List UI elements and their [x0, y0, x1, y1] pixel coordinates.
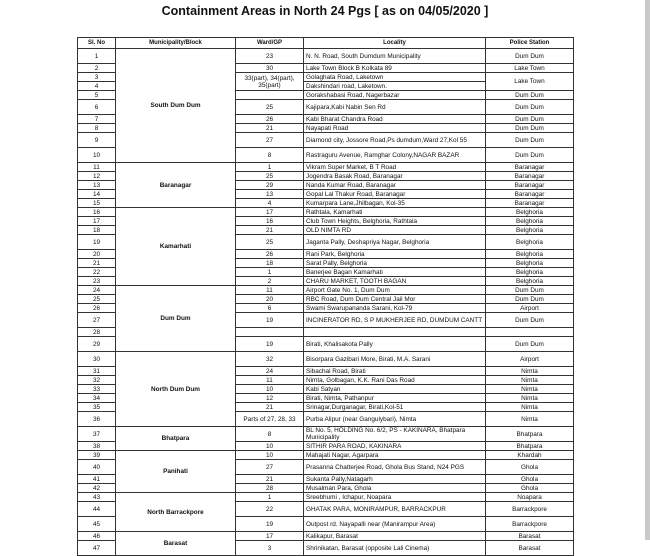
sl-no-cell: 12	[78, 172, 116, 181]
sl-no-cell: 15	[78, 199, 116, 208]
table-row	[78, 352, 574, 367]
sl-no-cell: 40	[78, 460, 116, 475]
locality-cell: Prasanna Chatterjee Road, Ghola Bus Stand, N24 PGS	[304, 460, 486, 475]
sl-no-cell: 31	[78, 367, 116, 376]
sl-no-cell: 7	[78, 115, 116, 124]
locality-cell: Kajipara,Kabi Nabin Sen Rd	[304, 100, 486, 115]
sl-no-cell: 44	[78, 502, 116, 517]
municipality-cell: Dum Dum	[116, 286, 236, 352]
police-station-cell: Dum Dum	[486, 313, 574, 328]
table-body	[78, 49, 574, 556]
ward-cell	[236, 73, 304, 91]
ward-cell: 19	[236, 517, 304, 532]
ward-cell: 23	[236, 49, 304, 64]
sl-no-cell: 45	[78, 517, 116, 532]
ward-cell: 21	[236, 226, 304, 235]
table-row	[78, 49, 574, 64]
locality-cell: Nayapati Road	[304, 124, 486, 133]
police-station-cell: Baranagar	[486, 181, 574, 190]
sl-no-cell: 34	[78, 394, 116, 403]
ward-line: 35(part)	[258, 81, 281, 89]
table-row	[78, 451, 574, 460]
sl-no-cell: 32	[78, 376, 116, 385]
sl-no-cell: 6	[78, 100, 116, 115]
sl-no-cell: 37	[78, 427, 116, 442]
sl-no-cell: 10	[78, 148, 116, 163]
containment-table	[77, 37, 574, 556]
police-station-cell: Ghola	[486, 475, 574, 484]
police-station-cell: Nimta	[486, 394, 574, 403]
locality-cell: Diamond city, Jossore Road,Ps dumdum,Ward 27,Kol 55	[304, 133, 486, 148]
police-station-cell: Dum Dum	[486, 100, 574, 115]
ward-cell: 8	[236, 427, 304, 442]
police-station-cell: Khardah	[486, 451, 574, 460]
ward-cell: 6	[236, 304, 304, 313]
municipality-cell: Panihati	[116, 451, 236, 493]
ward-cell: 19	[236, 313, 304, 328]
locality-cell: Kabi Bharat Chandra Road	[304, 115, 486, 124]
locality-cell: Birati, Khalisakota Pally	[304, 337, 486, 352]
sl-no-cell: 17	[78, 217, 116, 226]
ward-cell: 10	[236, 451, 304, 460]
page-edge-shadow	[645, 0, 650, 540]
ward-cell: 1	[236, 268, 304, 277]
sl-no-cell: 42	[78, 484, 116, 493]
locality-cell: Mahajati Nagar, Agarpara	[304, 451, 486, 460]
locality-cell: Banerjee Bagan Kamarhati	[304, 268, 486, 277]
police-station-cell: Barrackpore	[486, 502, 574, 517]
police-station-cell: Dum Dum	[486, 124, 574, 133]
police-station-cell: Dum Dum	[486, 91, 574, 100]
locality-cell: Club Town Heights, Belghoria, Rathtala	[304, 217, 486, 226]
police-station-cell: Nimta	[486, 385, 574, 394]
table-row	[78, 427, 574, 442]
locality-cell: Sibachal Road, Birati	[304, 367, 486, 376]
ward-cell: 21	[236, 475, 304, 484]
sl-no-cell: 43	[78, 493, 116, 502]
police-station-cell: Dum Dum	[486, 49, 574, 64]
ward-cell: 22	[236, 502, 304, 517]
header-municipality: Municipality/Block	[116, 38, 236, 49]
locality-cell: Rastraguru Avenue, Ramghar Colony,NAGAR BAZAR	[304, 148, 486, 163]
ward-cell: 21	[236, 403, 304, 412]
ward-cell: 1	[236, 493, 304, 502]
police-station-cell: Bhatpara	[486, 427, 574, 442]
ward-cell: 12	[236, 394, 304, 403]
sl-no-cell: 1	[78, 49, 116, 64]
ward-cell: 17	[236, 532, 304, 541]
locality-cell: Srinagar,Durganagar, Birati,Kol-51	[304, 403, 486, 412]
police-station-cell: Dum Dum	[486, 133, 574, 148]
ward-cell: 10	[236, 385, 304, 394]
police-station-cell: Dum Dum	[486, 295, 574, 304]
sl-no-cell: 28	[78, 328, 116, 337]
ward-cell: 19	[236, 337, 304, 352]
police-station-cell: Lake Town	[486, 73, 574, 91]
police-station-cell: Baranagar	[486, 163, 574, 172]
locality-cell: Kalikapur, Barasat	[304, 532, 486, 541]
municipality-cell: North Barrackpore	[116, 493, 236, 532]
ward-cell: 32	[236, 352, 304, 367]
ward-cell: 11	[236, 376, 304, 385]
sl-no-cell: 14	[78, 190, 116, 199]
locality-cell: SITHIR PARA ROAD, KAKINARA	[304, 442, 486, 451]
locality-cell: Jaganta Pally, Deshapriya Nagar, Belghoria	[304, 235, 486, 250]
police-station-cell: Ghola	[486, 460, 574, 475]
ward-cell: 16	[236, 217, 304, 226]
police-station-cell: Baranagar	[486, 199, 574, 208]
ward-cell: 28	[236, 484, 304, 493]
locality-cell: Jogendra Basak Road, Baranagar	[304, 172, 486, 181]
sl-no-cell: 20	[78, 250, 116, 259]
police-station-cell: Nimta	[486, 403, 574, 412]
table-row	[78, 532, 574, 541]
ward-cell: 4	[236, 199, 304, 208]
ward-cell: 3	[236, 541, 304, 556]
ward-cell: 21	[236, 124, 304, 133]
locality-cell: N. N. Road, South Dumdum Municipality	[304, 49, 486, 64]
sl-no-cell: 13	[78, 181, 116, 190]
locality-cell: Golaghata Road, Laketown	[304, 73, 486, 82]
ward-cell	[236, 328, 304, 337]
sl-no-cell: 33	[78, 385, 116, 394]
police-station-cell: Baranagar	[486, 172, 574, 181]
sl-no-cell: 2	[78, 64, 116, 73]
locality-cell: Outpost rd. Nayapalli near (Manirampur Area)	[304, 517, 486, 532]
sl-no-cell: 41	[78, 475, 116, 484]
locality-cell: Gorakshabasi Road, Nagerbazar	[304, 91, 486, 100]
sl-no-cell: 5	[78, 91, 116, 100]
locality-cell: Purba Alipur (near Gangulybari), Nimta	[304, 412, 486, 427]
locality-cell: Sukanta Pally,Natagarh	[304, 475, 486, 484]
municipality-cell: Baranagar	[116, 163, 236, 208]
ward-cell: 27	[236, 460, 304, 475]
ward-cell: 8	[236, 148, 304, 163]
police-station-cell: Barasat	[486, 532, 574, 541]
ward-cell: 26	[236, 250, 304, 259]
ward-cell: Parts of 27, 28, 33	[236, 412, 304, 427]
locality-cell	[304, 328, 486, 337]
locality-cell: OLD NIMTA RD	[304, 226, 486, 235]
locality-cell: BL No. 5, HOLDING No. 6/2, PS - KAKINARA, Bhatpara Municipality	[304, 427, 486, 442]
police-station-cell: Airport	[486, 352, 574, 367]
sl-no-cell: 18	[78, 226, 116, 235]
police-station-cell: Nimta	[486, 376, 574, 385]
sl-no-cell: 11	[78, 163, 116, 172]
locality-cell: Rathtala, Kamarhati	[304, 208, 486, 217]
police-station-cell: Lake Town	[486, 64, 574, 73]
sl-no-cell: 46	[78, 532, 116, 541]
ward-cell: 10	[236, 442, 304, 451]
police-station-cell: Barasat	[486, 541, 574, 556]
ward-cell: 18	[236, 259, 304, 268]
locality-cell: CHARU MARKET, TOOTH BAGAN	[304, 277, 486, 286]
locality-cell: Sreebhumi , Ichapur, Noapara	[304, 493, 486, 502]
ward-cell	[236, 91, 304, 100]
table-row	[78, 286, 574, 295]
sl-no-cell: 27	[78, 313, 116, 328]
municipality-cell: North Dum Dum	[116, 352, 236, 427]
police-station-cell: Barrackpore	[486, 517, 574, 532]
police-station-cell: Bhatpara	[486, 442, 574, 451]
ward-line: 33(part), 34(part),	[244, 74, 295, 82]
sl-no-cell: 9	[78, 133, 116, 148]
ward-cell: 1	[236, 163, 304, 172]
police-station-cell: Noapara	[486, 493, 574, 502]
police-station-cell: Airport	[486, 304, 574, 313]
locality-cell: Shrinikatan, Barasat (opposite Lali Cinema)	[304, 541, 486, 556]
ward-cell: 13	[236, 190, 304, 199]
sl-no-cell: 47	[78, 541, 116, 556]
locality-cell: Kabi Satyan	[304, 385, 486, 394]
municipality-cell: Kamarhati	[116, 208, 236, 286]
police-station-cell: Dum Dum	[486, 286, 574, 295]
locality-cell: RBC Road, Dum Dum Central Jail Mor	[304, 295, 486, 304]
locality-cell: Swami Swarupananda Sarani, Kol-79	[304, 304, 486, 313]
police-station-cell: Belghoria	[486, 217, 574, 226]
sl-no-cell: 23	[78, 277, 116, 286]
police-station-cell: Dum Dum	[486, 148, 574, 163]
sl-no-cell: 38	[78, 442, 116, 451]
sl-no-cell: 35	[78, 403, 116, 412]
police-station-cell: Belghoria	[486, 259, 574, 268]
ward-cell: 25	[236, 235, 304, 250]
table-row	[78, 493, 574, 502]
police-station-cell	[486, 328, 574, 337]
police-station-cell: Belghoria	[486, 250, 574, 259]
sl-no-cell: 19	[78, 235, 116, 250]
police-station-cell: Belghoria	[486, 235, 574, 250]
sl-no-cell: 26	[78, 304, 116, 313]
ward-cell: 17	[236, 208, 304, 217]
locality-cell: Birati, Nimta, Pathanpur	[304, 394, 486, 403]
locality-cell: Nimta, Golbagan, K.K. Rani Das Road	[304, 376, 486, 385]
ward-cell: 27	[236, 133, 304, 148]
sl-no-cell: 30	[78, 352, 116, 367]
police-station-cell: Nimta	[486, 367, 574, 376]
sl-no-cell: 22	[78, 268, 116, 277]
sl-no-cell: 8	[78, 124, 116, 133]
sl-no-cell: 25	[78, 295, 116, 304]
police-station-cell: Belghoria	[486, 208, 574, 217]
header-police-station: Police Station	[486, 38, 574, 49]
police-station-cell: Belghoria	[486, 277, 574, 286]
header-row	[78, 38, 574, 49]
ward-cell: 24	[236, 367, 304, 376]
header-ward: Ward/GP	[236, 38, 304, 49]
police-station-cell: Ghola	[486, 484, 574, 493]
sl-no-cell: 39	[78, 451, 116, 460]
ward-cell: 25	[236, 100, 304, 115]
police-station-cell: Belghoria	[486, 268, 574, 277]
table-row	[78, 208, 574, 217]
locality-cell: Vikram Super Market, B T Road	[304, 163, 486, 172]
sl-no-cell: 16	[78, 208, 116, 217]
police-station-cell: Dum Dum	[486, 115, 574, 124]
ward-cell: 25	[236, 172, 304, 181]
police-station-cell: Baranagar	[486, 190, 574, 199]
locality-cell: Lake Town Block B Kolkata 89	[304, 64, 486, 73]
document-title: Containment Areas in North 24 Pgs [ as on 04/05/2020 ]	[161, 4, 489, 18]
locality-cell: INCINERATOR RD, S P MUKHERJEE RD, DUMDUM CANTT	[304, 313, 486, 328]
sl-no-cell: 21	[78, 259, 116, 268]
ward-cell: 30	[236, 64, 304, 73]
locality-cell: Gopal Lal Thakur Road, Baranagar	[304, 190, 486, 199]
ward-cell: 11	[236, 286, 304, 295]
locality-cell: GHATAK PARA, MONIRAMPUR, BARRACKPUR	[304, 502, 486, 517]
police-station-cell: Belghoria	[486, 226, 574, 235]
sl-no-cell: 3	[78, 73, 116, 82]
header-sl-no: Sl. No	[78, 38, 116, 49]
header-locality: Locality	[304, 38, 486, 49]
police-station-cell: Nimta	[486, 412, 574, 427]
locality-cell: Nanda Kumar Road, Baranagar	[304, 181, 486, 190]
locality-cell: Kumarpara Lane,Jhilbagan, Kol-35	[304, 199, 486, 208]
sl-no-cell: 4	[78, 82, 116, 91]
ward-cell: 2	[236, 277, 304, 286]
locality-cell: Musalman Para, Ghola	[304, 484, 486, 493]
municipality-cell: Barasat	[116, 532, 236, 556]
ward-cell: 26	[236, 115, 304, 124]
municipality-cell: Bhatpara	[116, 427, 236, 451]
ward-cell: 29	[236, 181, 304, 190]
locality-cell: Sarat Pally, Belghoria	[304, 259, 486, 268]
locality-cell: Airport Gate No. 1, Dum Dum	[304, 286, 486, 295]
ward-cell: 20	[236, 295, 304, 304]
sl-no-cell: 36	[78, 412, 116, 427]
police-station-cell: Dum Dum	[486, 337, 574, 352]
sl-no-cell: 24	[78, 286, 116, 295]
table-row	[78, 163, 574, 172]
locality-cell: Rani Park, Belghoria	[304, 250, 486, 259]
sl-no-cell: 29	[78, 337, 116, 352]
locality-cell: Bisorpara Gazibari More, Birati, M.A. Sarani	[304, 352, 486, 367]
locality-cell: Dakshindari road, Laketown.	[304, 82, 486, 91]
municipality-cell: South Dum Dum	[116, 49, 236, 163]
